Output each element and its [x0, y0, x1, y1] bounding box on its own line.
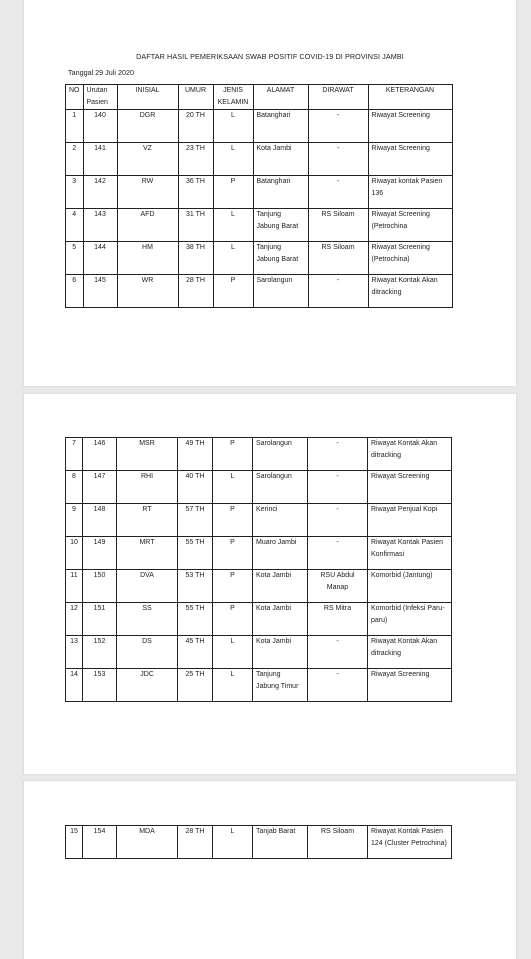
cell-umur: 25 TH [178, 669, 213, 702]
cell-jenis-kelamin: P [213, 438, 253, 471]
table-row [66, 110, 453, 143]
cell-inisial: RW [117, 176, 178, 209]
cell-inisial: SS [117, 603, 178, 636]
cell-keterangan: Riwayat Kontak Akan ditracking [368, 636, 452, 669]
cell-umur: 38 TH [178, 242, 213, 275]
cell-alamat: Tanjab Barat [253, 826, 308, 859]
cell-alamat: Batanghari [253, 110, 308, 143]
table-row [66, 275, 453, 308]
cell-jenis-kelamin: L [213, 636, 253, 669]
table-row [66, 471, 452, 504]
cell-inisial: JDC [117, 669, 178, 702]
cell-umur: 28 TH [178, 275, 213, 308]
cell-alamat: Sarolangun [253, 471, 308, 504]
cell-umur: 55 TH [178, 537, 213, 570]
cell-urutan: 154 [83, 826, 117, 859]
cell-umur: 55 TH [178, 603, 213, 636]
cell-dirawat: - [308, 438, 368, 471]
table-row [66, 242, 453, 275]
table-row [66, 209, 453, 242]
table-row [66, 603, 452, 636]
cell-dirawat: - [308, 471, 368, 504]
cell-alamat: Kerinci [253, 504, 308, 537]
table-row [66, 826, 452, 859]
cell-urutan: 146 [83, 438, 117, 471]
patient-table-page-3 [65, 825, 452, 859]
header-inisial: INISIAL [117, 85, 178, 110]
cell-jenis-kelamin: L [213, 209, 253, 242]
cell-inisial: MDA [117, 826, 178, 859]
cell-alamat: Tanjung Jabung Timur [253, 669, 308, 702]
cell-alamat: Sarolangun [253, 438, 308, 471]
cell-inisial: HM [117, 242, 178, 275]
cell-urutan: 141 [83, 143, 117, 176]
table-row [66, 537, 452, 570]
cell-jenis-kelamin: P [213, 537, 253, 570]
cell-no: 13 [66, 636, 83, 669]
cell-jenis-kelamin: P [213, 176, 253, 209]
document-page-1 [24, 0, 516, 386]
document-page-3 [24, 781, 516, 959]
header-dirawat: DIRAWAT [308, 85, 368, 110]
cell-urutan: 148 [83, 504, 117, 537]
cell-alamat: Tanjung Jabung Barat [253, 209, 308, 242]
cell-keterangan: Riwayat Screening [368, 143, 452, 176]
table-row [66, 504, 452, 537]
cell-jenis-kelamin: P [213, 570, 253, 603]
table-row [66, 143, 453, 176]
table-row [66, 570, 452, 603]
cell-inisial: DGR [117, 110, 178, 143]
cell-no: 3 [66, 176, 84, 209]
cell-inisial: DVA [117, 570, 178, 603]
cell-no: 14 [66, 669, 83, 702]
cell-inisial: RHI [117, 471, 178, 504]
cell-dirawat: - [308, 110, 368, 143]
cell-urutan: 150 [83, 570, 117, 603]
table-row [66, 438, 452, 471]
cell-keterangan: Riwayat Kontak Pasien Konfirmasi [368, 537, 452, 570]
cell-inisial: VZ [117, 143, 178, 176]
table-row [66, 176, 453, 209]
cell-urutan: 151 [83, 603, 117, 636]
cell-no: 10 [66, 537, 83, 570]
cell-no: 7 [66, 438, 83, 471]
cell-urutan: 153 [83, 669, 117, 702]
cell-no: 15 [66, 826, 83, 859]
cell-inisial: WR [117, 275, 178, 308]
cell-keterangan: Riwayat Penjual Kopi [368, 504, 452, 537]
cell-umur: 45 TH [178, 636, 213, 669]
cell-no: 4 [66, 209, 84, 242]
header-alamat: ALAMAT [253, 85, 308, 110]
cell-umur: 20 TH [178, 110, 213, 143]
document-page-2 [24, 394, 516, 774]
header-jenis-kelamin: JENIS KELAMIN [213, 85, 253, 110]
cell-alamat: Kota Jambi [253, 570, 308, 603]
cell-urutan: 140 [83, 110, 117, 143]
cell-dirawat: RSU Abdul Manap [308, 570, 368, 603]
cell-alamat: Kota Jambi [253, 603, 308, 636]
cell-dirawat: RS Mitra [308, 603, 368, 636]
cell-keterangan: Riwayat Kontak Akan ditracking [368, 275, 452, 308]
cell-urutan: 145 [83, 275, 117, 308]
cell-alamat: Muaro Jambi [253, 537, 308, 570]
table-header-row [66, 85, 453, 110]
document-date: Tanggal 29 Juli 2020 [68, 68, 134, 77]
cell-keterangan: Riwayat Screening [368, 110, 452, 143]
cell-inisial: DS [117, 636, 178, 669]
cell-dirawat: - [308, 143, 368, 176]
cell-keterangan: Riwayat Screening [368, 669, 452, 702]
cell-dirawat: - [308, 537, 368, 570]
table-row [66, 636, 452, 669]
cell-alamat: Tanjung Jabung Barat [253, 242, 308, 275]
cell-alamat: Sarolangun [253, 275, 308, 308]
cell-inisial: AFD [117, 209, 178, 242]
cell-dirawat: RS Siloam [308, 242, 368, 275]
cell-urutan: 147 [83, 471, 117, 504]
cell-umur: 23 TH [178, 143, 213, 176]
cell-alamat: Kota Jambi [253, 143, 308, 176]
cell-no: 5 [66, 242, 84, 275]
cell-jenis-kelamin: P [213, 275, 253, 308]
header-urutan: Urutan Pasien [83, 85, 117, 110]
cell-no: 12 [66, 603, 83, 636]
cell-umur: 31 TH [178, 209, 213, 242]
cell-keterangan: Riwayat Screening (Petrochina [368, 209, 452, 242]
cell-urutan: 152 [83, 636, 117, 669]
cell-jenis-kelamin: L [213, 471, 253, 504]
cell-urutan: 144 [83, 242, 117, 275]
cell-urutan: 149 [83, 537, 117, 570]
cell-dirawat: RS Siloam [308, 209, 368, 242]
header-umur: UMUR [178, 85, 213, 110]
cell-jenis-kelamin: L [213, 669, 253, 702]
patient-table-page-1 [65, 84, 453, 308]
table-row [66, 669, 452, 702]
cell-keterangan: Komorbid (Jantung) [368, 570, 452, 603]
cell-umur: 49 TH [178, 438, 213, 471]
cell-no: 2 [66, 143, 84, 176]
cell-no: 9 [66, 504, 83, 537]
cell-dirawat: - [308, 669, 368, 702]
cell-urutan: 143 [83, 209, 117, 242]
cell-umur: 40 TH [178, 471, 213, 504]
cell-inisial: MRT [117, 537, 178, 570]
cell-keterangan: Riwayat Kontak Akan ditracking [368, 438, 452, 471]
cell-no: 11 [66, 570, 83, 603]
cell-dirawat: - [308, 275, 368, 308]
cell-no: 8 [66, 471, 83, 504]
cell-alamat: Batanghari [253, 176, 308, 209]
cell-jenis-kelamin: L [213, 826, 253, 859]
cell-alamat: Kota Jambi [253, 636, 308, 669]
cell-inisial: RT [117, 504, 178, 537]
cell-jenis-kelamin: L [213, 242, 253, 275]
header-keterangan: KETERANGAN [368, 85, 452, 110]
cell-umur: 53 TH [178, 570, 213, 603]
cell-dirawat: - [308, 176, 368, 209]
cell-umur: 36 TH [178, 176, 213, 209]
header-no: NO [66, 85, 84, 110]
document-title: DAFTAR HASIL PEMERIKSAAN SWAB POSITIF COVID-19 DI PROVINSI JAMBI [136, 52, 404, 61]
cell-jenis-kelamin: P [213, 603, 253, 636]
cell-no: 6 [66, 275, 84, 308]
cell-dirawat: RS Siloam [308, 826, 368, 859]
cell-inisial: MSR [117, 438, 178, 471]
cell-keterangan: Komorbid (Infeksi Paru-paru) [368, 603, 452, 636]
cell-jenis-kelamin: L [213, 110, 253, 143]
cell-keterangan: Riwayat Screening [368, 471, 452, 504]
cell-no: 1 [66, 110, 84, 143]
cell-keterangan: Riwayat Kontak Pasien 124 (Cluster Petrochina) [368, 826, 452, 859]
cell-umur: 57 TH [178, 504, 213, 537]
cell-dirawat: - [308, 636, 368, 669]
cell-jenis-kelamin: P [213, 504, 253, 537]
cell-urutan: 142 [83, 176, 117, 209]
cell-jenis-kelamin: L [213, 143, 253, 176]
cell-keterangan: Riwayat kontak Pasien 136 [368, 176, 452, 209]
cell-dirawat: - [308, 504, 368, 537]
cell-keterangan: Riwayat Screening (Petrochina) [368, 242, 452, 275]
patient-table-page-2 [65, 437, 452, 702]
cell-umur: 28 TH [178, 826, 213, 859]
